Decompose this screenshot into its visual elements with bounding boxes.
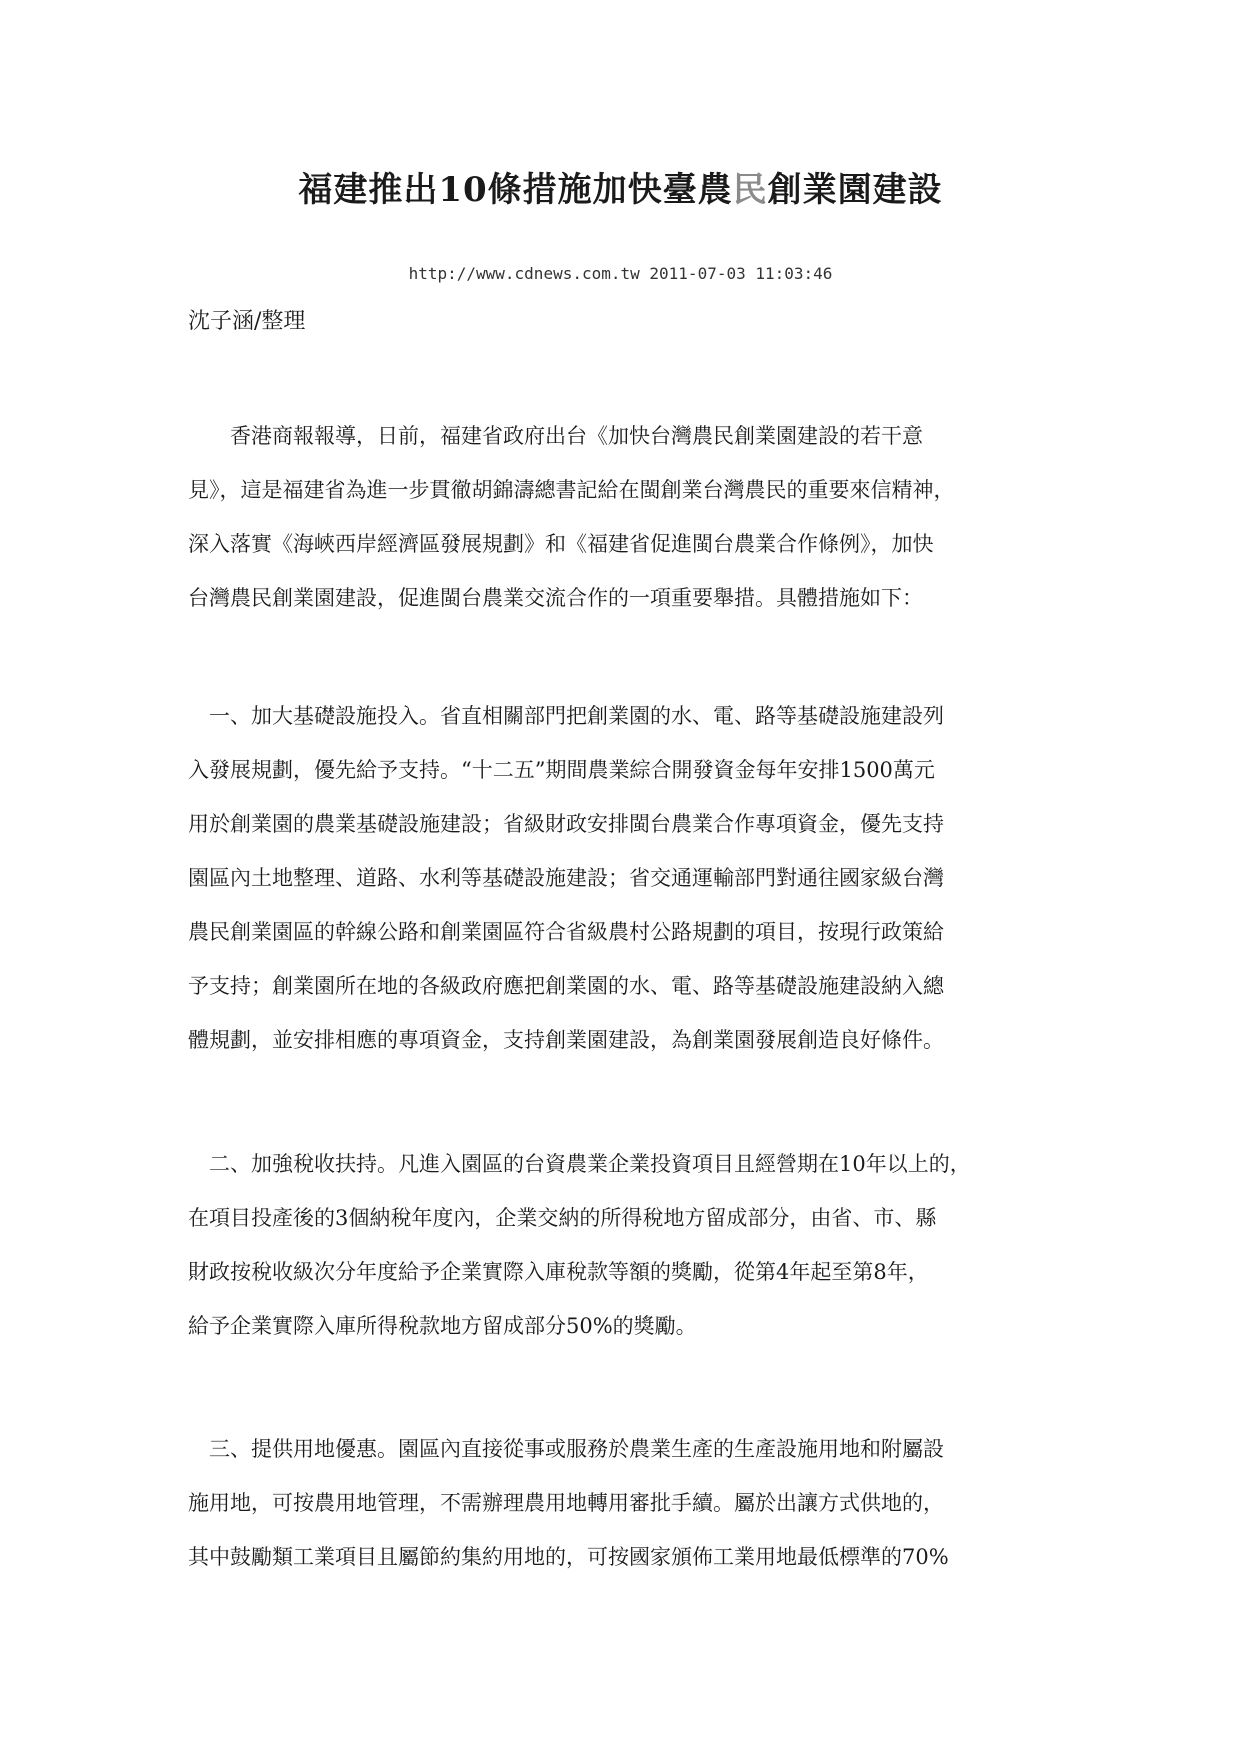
paragraph-line: 施用地，可按農用地管理，不需辦理農用地轉用審批手續。屬於出讓方式供地的， — [188, 1491, 944, 1515]
paragraph-line: 二、加強稅收扶持。凡進入園區的台資農業企業投資項目且經營期在10年以上的， — [188, 1152, 971, 1176]
paragraph-line: 香港商報報導，日前，福建省政府出台《加快台灣農民創業園建設的若干意 — [188, 424, 923, 448]
paragraph-line: 見》，這是福建省為進一步貫徹胡錦濤總書記給在閩創業台灣農民的重要來信精神， — [188, 478, 955, 502]
paragraph-line: 體規劃，並安排相應的專項資金，支持創業園建設，為創業園發展創造良好條件。 — [188, 1028, 944, 1052]
paragraph-line: 入發展規劃，優先給予支持。“十二五”期間農業綜合開發資金每年安排1500萬元 — [188, 758, 935, 782]
paragraph-line: 一、加大基礎設施投入。省直相關部門把創業園的水、電、路等基礎設施建設列 — [188, 704, 944, 728]
paragraph-line: 園區內土地整理、道路、水利等基礎設施建設；省交通運輸部門對通往國家級台灣 — [188, 866, 944, 890]
title-text-end: 創業園建設 — [767, 170, 943, 210]
paragraph-line: 予支持；創業園所在地的各級政府應把創業園的水、電、路等基礎設施建設納入總 — [188, 974, 944, 998]
source-and-date: http://www.cdnews.com.tw 2011-07-03 11:03:46 — [408, 264, 833, 283]
paragraph-line: 農民創業園區的幹線公路和創業園區符合省級農村公路規劃的項目，按現行政策給 — [188, 920, 944, 944]
paragraph-line: 三、提供用地優惠。園區內直接從事或服務於農業生產的生產設施用地和附屬設 — [188, 1437, 944, 1461]
paragraph-line: 深入落實《海峽西岸經濟區發展規劃》和《福建省促進閩台農業合作條例》，加快 — [188, 532, 934, 556]
paragraph-line: 財政按稅收級次分年度給予企業實際入庫稅款等額的獎勵，從第4年起至第8年， — [188, 1260, 929, 1284]
title-text-start: 福建推出10條措施加快臺農 — [298, 170, 733, 210]
title-highlighted-char: 民 — [732, 170, 768, 210]
paragraph-line: 台灣農民創業園建設，促進閩台農業交流合作的一項重要舉措。具體措施如下： — [188, 586, 923, 610]
paragraph-line: 在項目投產後的3個納稅年度內，企業交納的所得稅地方留成部分，由省、市、縣 — [188, 1206, 937, 1230]
paragraph-measure-2 — [188, 1137, 1064, 1353]
paragraph-line: 給予企業實際入庫所得稅款地方留成部分50%的獎勵。 — [188, 1314, 697, 1338]
paragraph-line: 用於創業園的農業基礎設施建設；省級財政安排閩台農業合作專項資金，優先支持 — [188, 812, 944, 836]
paragraph-measure-3 — [188, 1422, 1064, 1584]
author-byline: 沈子涵/整理 — [188, 309, 306, 334]
document-title — [0, 162, 1241, 211]
paragraph-intro — [188, 409, 1064, 625]
paragraph-measure-1 — [188, 689, 1064, 1067]
paragraph-line: 其中鼓勵類工業項目且屬節約集約用地的，可按國家頒佈工業用地最低標準的70% — [188, 1545, 949, 1569]
